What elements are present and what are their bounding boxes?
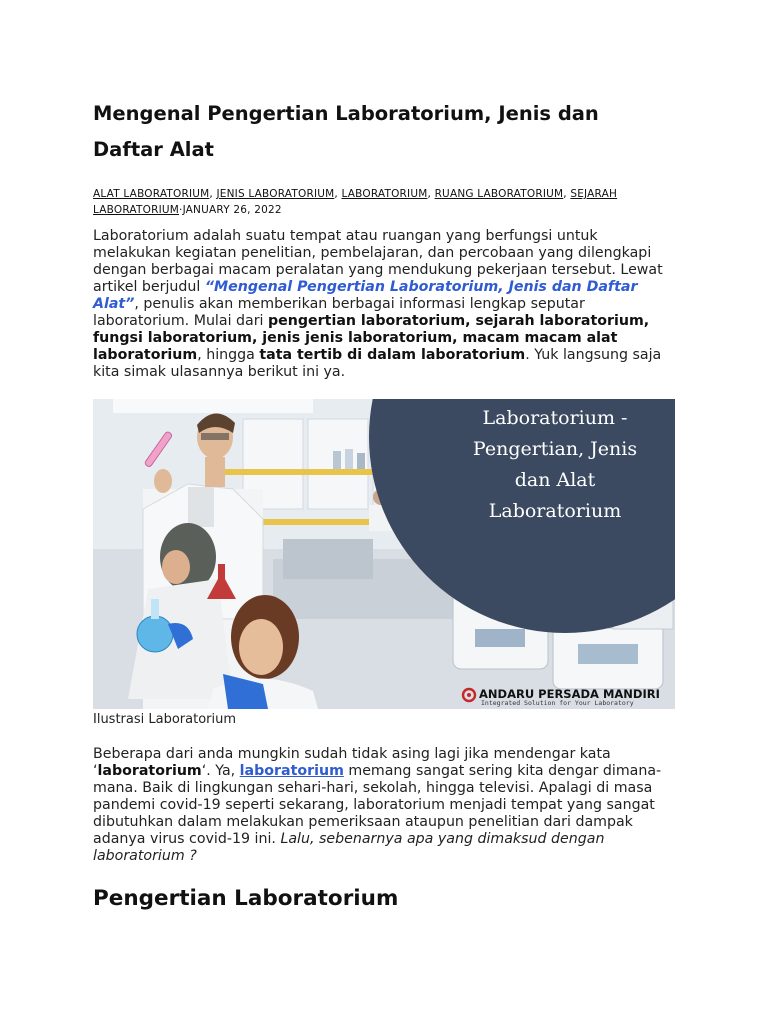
- badge-line-1: Laboratorium -: [482, 407, 628, 429]
- company-logo: [463, 687, 660, 707]
- intro-rules-bold: tata tertib di dalam laboratorium: [259, 347, 526, 363]
- tag-separator: ,: [563, 188, 571, 200]
- tag-link-jenis-laboratorium[interactable]: JENIS LABORATORIUM: [216, 188, 335, 200]
- intro-text: , hingga: [197, 347, 260, 363]
- intro-paragraph: [93, 228, 675, 381]
- lab-illustration: [93, 399, 675, 709]
- section-heading: Pengertian Laboratorium: [93, 886, 399, 911]
- post-date: JANUARY 26, 2022: [182, 204, 282, 216]
- intro-text: Laboratorium adalah suatu tempat atau ruangan yang berfungsi untuk melakukan kegiatan penelitian, pembelajaran, dan percobaan yang dilengkapi dengan berbagai macam peralatan yang mendukung pekerjaan tersebut. Lewat artikel berjudul: [93, 228, 663, 295]
- laboratorium-link[interactable]: laboratorium: [239, 763, 344, 779]
- body-bold-term: laboratorium: [97, 763, 202, 779]
- article-title: Mengenal Pengertian Laboratorium, Jenis dan Daftar Alat: [93, 102, 599, 161]
- logo-tagline: Integrated Solution for Your Laboratory: [481, 699, 634, 707]
- intro-text: . Yuk langsung saja kita simak ulasannya berikut ini ya.: [93, 347, 662, 380]
- body-text: Beberapa dari anda mungkin sudah tidak asing lagi jika mendengar kata ‘: [93, 746, 611, 779]
- badge-line-2: Pengertian, Jenis: [472, 438, 638, 460]
- date-separator: ·: [179, 204, 183, 216]
- article-title-quote: “Mengenal Pengertian Laboratorium, Jenis dan Daftar Alat”: [93, 279, 638, 312]
- body-text: memang sangat sering kita dengar dimana-mana. Baik di lingkungan sehari-hari, sekolah, hingga televisi. Apalagi di masa pandemi covid-19 seperti sekarang, laboratorium menjadi tempat yang sangat dibutuhkan dalam melakukan pemeriksaan ataupun penelitian dari dampak adanya virus covid-19 ini.: [93, 763, 662, 847]
- article-meta: [93, 186, 675, 218]
- intro-topics-bold: pengertian laboratorium, sejarah laboratorium, fungsi laboratorium, jenis jenis laboratorium, macam macam alat laboratorium: [93, 313, 650, 363]
- tag-link-alat-laboratorium[interactable]: ALAT LABORATORIUM: [93, 188, 210, 200]
- tag-separator: ,: [427, 188, 435, 200]
- intro-text: , penulis akan memberikan berbagai informasi lengkap seputar laboratorium. Mulai dari: [93, 296, 585, 329]
- tag-link-laboratorium[interactable]: LABORATORIUM: [341, 188, 428, 200]
- image-caption: Ilustrasi Laboratorium: [93, 712, 237, 727]
- body-italic-question: Lalu, sebenarnya apa yang dimaksud dengan laboratorium ?: [93, 831, 605, 864]
- body-paragraph: [93, 746, 675, 865]
- badge-line-3: dan Alat: [514, 469, 596, 491]
- featured-image: [93, 399, 675, 709]
- tag-link-ruang-laboratorium[interactable]: RUANG LABORATORIUM: [434, 188, 564, 200]
- article: [93, 96, 675, 914]
- badge-line-4: Laboratorium: [488, 500, 622, 522]
- tag-separator: ,: [209, 188, 217, 200]
- tag-link-sejarah-laboratorium[interactable]: SEJARAH LABORATORIUM: [93, 188, 618, 216]
- tag-separator: ,: [334, 188, 342, 200]
- body-text: ‘. Ya,: [201, 763, 240, 779]
- logo-name: ANDARU PERSADA MANDIRI: [479, 687, 660, 701]
